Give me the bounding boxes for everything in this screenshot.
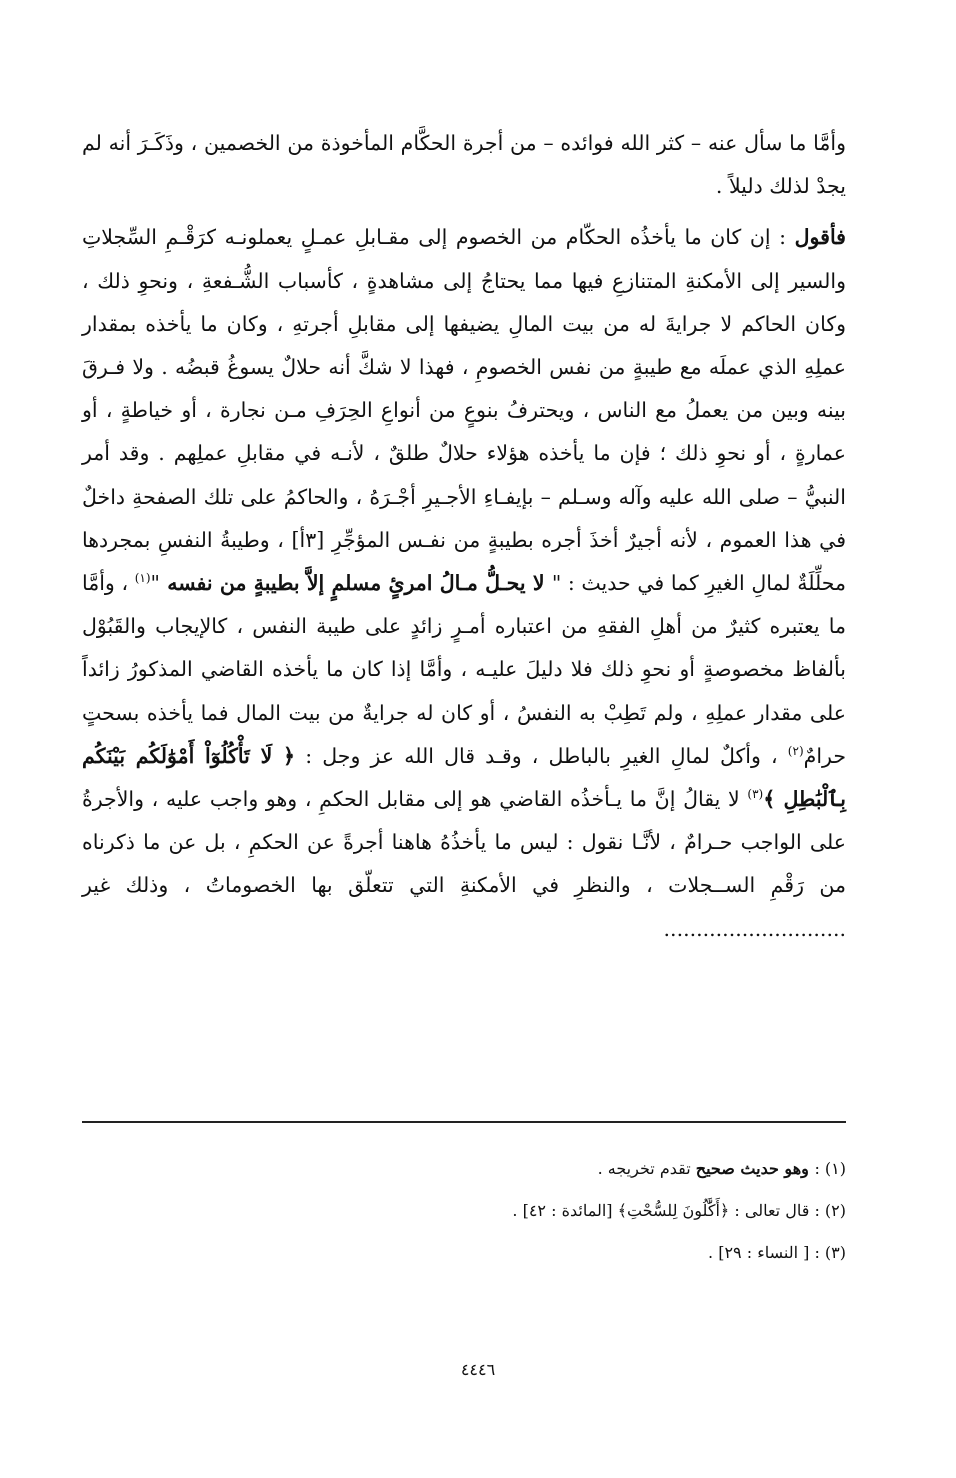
footnote-number: (٣) : [814,1243,846,1262]
hadith-quote: لا يحـلُّ مـالُ امرئٍ مسلمٍ إلاَّ بطيبةٍ من نفسه [159,571,552,596]
footnotes [82,1148,846,1274]
answer-text-4: لا يقالُ إنَّ ما يـأخذُه القاضي هو إلى مقابل الحكمِ ، وهو واجب عليه ، والأجرةُ على الواجب حـرامٌ ، لأنَّـا نقول : ليس ما يأخذُهُ هاهنا أجرةً عن الحكمِ ، بل عن ما ذكرناه من رَقْمِ الســجلات ، والنظرِ في الأمكنةِ التي تتعلّق بها الخصوماتُ ، وذلك غير ............................ [82,787,846,941]
footnote-ref-1[interactable]: (١) [134,571,151,586]
paragraph-question [82,122,846,208]
paragraph-answer: فأقول : إن كان ما يأخذُه الحكّام من الخصوم إلى مقـابلِ عمـلٍ يعملونـه كرَقْـمِ السِّجلاتِ والسير إلى الأمكنةِ المتنازعِ فيها مما يحتاجُ إلى مشاهدةٍ ، كأسباب الشُّـفعةِ ، ونحوِ ذلك ، وكان الحاكم لا جرايةَ له من بيت المالِ يضيفها إلى مقابلِ أجرتهِ ، وكان ما يأخذه بمقدار عملِهِ الذي عملَه مع طيبةٍ من نفس الخصومِ ، فهذا لا شكَّ أنه حلالٌ يسوغُ قبضُه . ولا فـرقَ بينه وبين من يعملُ مع الناس ، ويحترفُ بنوعٍ من أنواعِ الحِرَفِ مـن نجارة ، أو خياطةٍ ، أو عمارةٍ ، أو نحوِ ذلك ؛ فإن ما يأخذه هؤلاء حلالٌ طلقٌ ، لأنـه في مقابلِ عملِهم . وقد أمر النبيُّ – صلى الله عليه وآله وسـلم – بإيفـاءِ الأجـيرِ أجْـرَهُ ، والحاكمُ على تلك الصفحةِ داخلٌ في هذا العموم ، لأنه أجيرٌ أخذَ أجره بطيبةٍ من نفـس المؤجِّرِ [٣أ] ، وطيبةُ النفسِ بمجردها محلِّلَةٌ لمالِ الغيرِ كما في حديث : " لا يحـلُّ مـالُ امرئٍ مسلمٍ إلاَّ بطيبةٍ من نفسه "$^{(١)}$ ، وأمَّا ما يعتبره كثيرٌ من أهلِ الفقهِ من اعتباره أمـرٍ زائدٍ على طيبة النفس ، كالإيجاب والقَبُوْل بألفاظ مخصوصةٍ أو نحوِ ذلك فلا دليلَ عليـه ، وأمَّا إذا كان ما يأخذه القاضي المذكورُ زائداً على مقدار عملِهِ ، ولم تَطِبْ به النفسُ ، أو كان له جرايةٌ من بيت المال فما يأخذه بسحتٍ حرامٌ$^{(٢)}$ ، وأكلٌ لمالِ الغيرِ بالباطل ، وقـد قال الله عز وجل : ﴿ لَا تَأْكُلُوٓاْ أَمْوَٰلَكُم بَيْنَكُم بِٱلْبَٰطِلِ ﴾$^{(٣)}$ لا يقالُ إنَّ ما يـأخذُه القاضي هو إلى مقابل الحكمِ ، وهو واجب عليه ، والأجرةُ على الواجب حـرامٌ ، لأنَّـا نقول : ليس ما يأخذُهُ هاهنا أجرةً عن الحكمِ ، بل عن ما ذكرناه من رَقْمِ الســجلات ، والنظرِ في الأمكنةِ التي تتعلّق بها الخصوماتُ ، وذلك غير ............................ [82,225,846,941]
answer-lead: فأقول [794,225,846,250]
paragraph-text: وأمَّا ما سأل عنه – كثر الله فوائده – من أجرة الحكَّام المأخوذة من الخصمين ، وذَكَـرَ أنه لم يجدْ لذلك دليلاً . [82,131,846,199]
footnote-1 [82,1148,846,1190]
page-number: ٤٤٤٦ [460,1360,496,1379]
answer-text-2: ، وأمَّا ما يعتبره كثيرٌ من أهلِ الفقهِ من اعتباره أمـرٍ زائدٍ على طيبة النفس ، كالإيجاب والقَبُوْل بألفاظ مخصوصةٍ أو نحوِ ذلك فلا دليلَ عليـه ، وأمَّا إذا كان ما يأخذه القاضي المذكورُ زائداً على مقدار عملِهِ ، ولم تَطِبْ به النفسُ ، أو كان له جرايةٌ من بيت المال فما يأخذه بسحتٍ حرامٌ [82,571,846,768]
footnote-text: قال تعالى : [729,1201,815,1220]
footnote-quran: ﴿أَكَّٰلُونَ لِلسُّحْتِ﴾ [617,1201,730,1220]
answer-text-1: : إن كان ما يأخذُه الحكّام من الخصوم إلى مقـابلِ عمـلٍ يعملونـه كرَقْـمِ السِّجلاتِ والسير إلى الأمكنةِ المتنازعِ فيها مما يحتاجُ إلى مشاهدةٍ ، كأسباب الشُّـفعةِ ، ونحوِ ذلك ، وكان الحاكم لا جرايةَ له من بيت المالِ يضيفها إلى مقابلِ أجرتهِ ، وكان ما يأخذه بمقدار عملِهِ الذي عملَه مع طيبةٍ من نفس الخصومِ ، فهذا لا شكَّ أنه حلالٌ يسوغُ قبضُه . ولا فـرقَ بينه وبين من يعملُ مع الناس ، ويحترفُ بنوعٍ من أنواعِ الحِرَفِ مـن نجارة ، أو خياطةٍ ، أو عمارةٍ ، أو نحوِ ذلك ؛ فإن ما يأخذه هؤلاء حلالٌ طلقٌ ، لأنـه في مقابلِ عملِهم . وقد أمر النبيُّ – صلى الله عليه وآله وسـلم – بإيفـاءِ الأجـيرِ أجْـرَهُ ، والحاكمُ على تلك الصفحةِ داخلٌ في هذا العموم ، لأنه أجيرٌ أخذَ أجره بطيبةٍ من نفـس المؤجِّرِ [٣أ] ، وطيبةُ النفسِ بمجردها محلِّلَةٌ لمالِ الغيرِ كما في حديث : " [82,225,846,596]
footnote-text: [ النساء : ٢٩] . [708,1243,815,1262]
footnote-text: تقدم تخريجه . [597,1159,696,1178]
footnote-number: (١) : [814,1159,846,1178]
footnote-3 [82,1232,846,1274]
answer-text-3: ، وأكلٌ لمالِ الغيرِ بالباطل ، وقـد قال الله عز وجل : [295,743,788,768]
footnote-divider [82,1121,846,1123]
quran-verse: ﴿ لَا تَأْكُلُوٓاْ أَمْوَٰلَكُم بَيْنَكُم بِٱلْبَٰطِلِ ﴾ [82,743,846,812]
footnote-reference: [المائدة : ٤٢] . [512,1201,618,1220]
footnote-ref-2[interactable]: (٢) [787,744,804,759]
footnote-number: (٢) : [814,1201,846,1220]
footnote-ref-3[interactable]: (٣) [747,787,764,802]
footnote-bold: وهو حديث صحيح [695,1159,815,1178]
footnote-2 [82,1190,846,1232]
main-text [82,122,846,951]
